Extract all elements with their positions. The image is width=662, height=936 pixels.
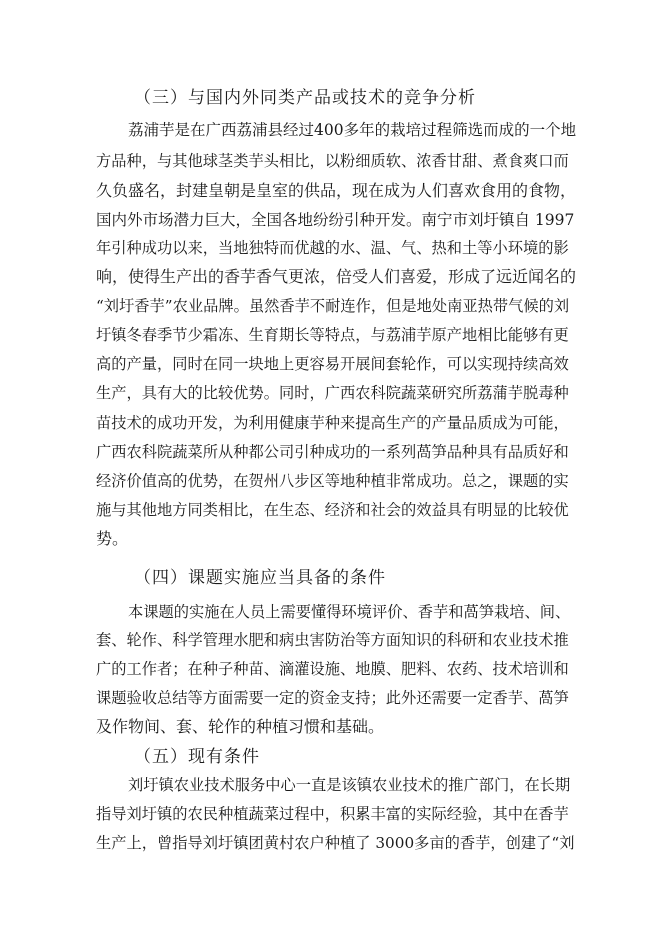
section-3-line-3: 久负盛名，封建皇朝是皇室的供品，现在成为人们喜欢食用的食物， [96,181,576,200]
section-3-line-1: 荔浦芋是在广西荔浦县经过400多年的栽培过程筛选而成的一个地 [128,121,576,139]
section-4-heading: （四）课题实施应当具备的条件 [134,568,386,588]
section-4-line-2: 套、轮作、科学管理水肥和病虫害防治等方面知识的科研和农业技术推 [96,631,569,649]
section-3-line-9: 高的产量，同时在同一块地上更容易开展间套轮作，可以实现持续高效 [96,355,569,373]
section-3-line-14: 施与其他地方同类相比，在生态、经济和社会的效益具有明显的比较优 [96,501,569,519]
section-3-line-10: 生产，具有大的比较优势。同时，广西农科院蔬菜研究所荔蒲芋脱毒种 [96,384,569,402]
section-4-line-5: 及作物间、套、轮作的种植习惯和基础。 [96,717,385,736]
section-3-line-6: 响，使得生产出的香芋香气更浓，倍受人们喜爱，形成了远近闻名的 [96,267,576,286]
section-3-line-2: 方品种，与其他球茎类芋头相比，以粉细质软、浓香甘甜、煮食爽口而 [96,152,569,170]
section-4-line-3: 广的工作者；在种子种苗、滴灌设施、地膜、肥料、农药、技术培训和 [96,660,569,678]
section-3-line-7: “刘圩香芋”农业品牌。虽然香芋不耐连作，但是地处南亚热带气候的刘 [96,297,570,315]
section-3-line-12: 广西农科院蔬菜所从种都公司引种成功的一系列萵笋品种具有品质好和 [96,443,569,461]
section-3-line-11: 苗技术的成功开发，为利用健康芋种来提高生产的产量品质成为可能， [96,414,569,432]
section-5-line-1: 刘圩镇农业技术服务中心一直是该镇农业技术的推广部门，在长期 [128,776,571,794]
section-3-line-5: 年引种成功以来，当地独特而优越的水、温、气、热和土等小环境的影 [96,239,569,257]
section-4-line-1: 本课题的实施在人员上需要懂得环境评价、香芋和萵笋栽培、间、 [128,603,571,621]
section-3-line-15: 势。 [96,529,129,548]
section-5-line-3: 生产上，曾指导刘圩镇团黄村农户种植了 3000多亩的香芋，创建了“刘 [96,834,575,852]
section-3-line-13: 经济价值高的优势，在贺州八步区等地种植非常成功。总之，课题的实 [96,472,569,490]
section-3-heading: （三）与国内外同类产品或技术的竞争分析 [134,88,476,108]
section-3-line-4: 国内外市场潜力巨大，全国各地纷纷引种开发。南宁市刘圩镇自 1997 [96,211,575,229]
section-3-line-8: 圩镇冬春季节少霜冻、生育期长等特点，与荔浦芋原产地相比能够有更 [96,326,569,344]
section-5-line-2: 指导刘圩镇的农民种植蔬菜过程中，积累丰富的实际经验，其中在香芋 [96,805,569,823]
section-4-line-4: 课题验收总结等方面需要一定的资金支持；此外还需要一定香芋、萵笋 [96,689,569,707]
section-5-heading: （五）现有条件 [134,747,260,767]
